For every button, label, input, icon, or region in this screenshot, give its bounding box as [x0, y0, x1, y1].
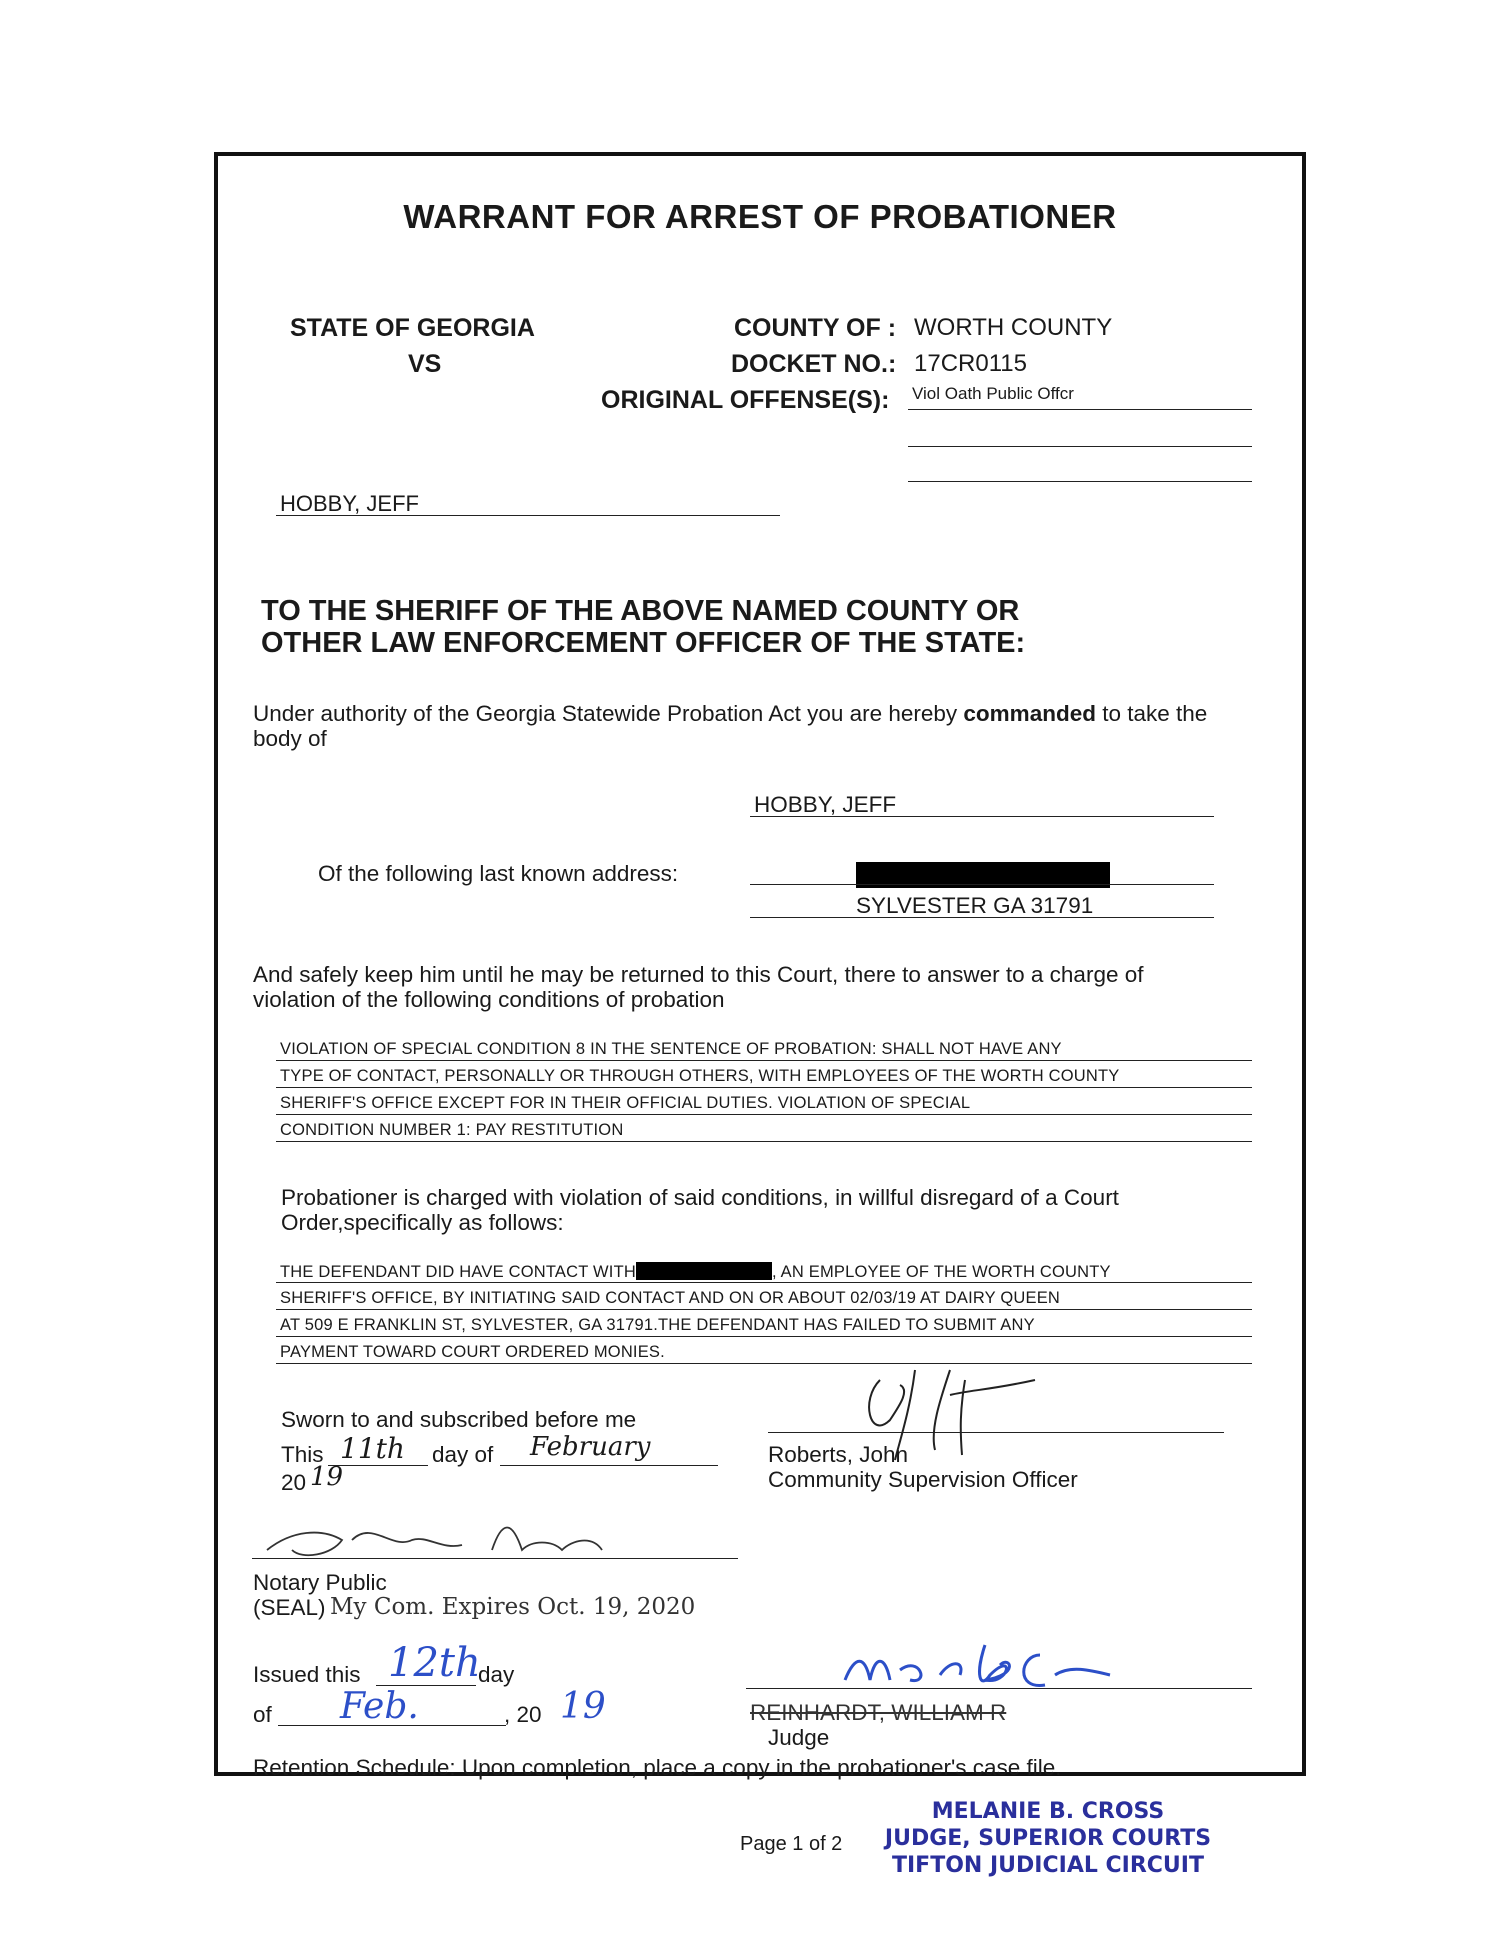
authority-text-post: to take the	[1095, 701, 1208, 726]
notary-label: Notary Public	[253, 1570, 387, 1595]
sworn-day: 11th	[340, 1432, 405, 1465]
issued-year: 19	[560, 1686, 606, 1727]
condition-rule	[276, 1087, 1252, 1088]
docket-label: DOCKET NO.:	[731, 350, 897, 378]
docket-value: 17CR0115	[914, 350, 1027, 377]
sworn-month-line	[500, 1465, 718, 1466]
defendant-name: HOBBY, JEFF	[280, 491, 419, 516]
county-label: COUNTY OF :	[734, 314, 897, 342]
authority-line-1	[253, 701, 1207, 726]
authority-text-pre: Under authority of the Georgia Statewide Probation Act you are hereby	[253, 701, 964, 726]
specifics-rule	[276, 1363, 1252, 1364]
sworn-year: 19	[310, 1462, 344, 1492]
authority-line-2: body of	[253, 726, 327, 751]
notary-signature	[262, 1510, 632, 1570]
sworn-year-prefix: 20	[281, 1470, 307, 1495]
judge-signature-line	[746, 1688, 1252, 1689]
issued-month-line	[278, 1725, 506, 1726]
offense-value: Viol Oath Public Offcr	[912, 384, 1074, 403]
specifics-line-1-post: , AN EMPLOYEE OF THE WORTH COUNTY	[771, 1263, 1111, 1281]
address-city: SYLVESTER GA 31791	[856, 893, 1094, 918]
specifics-line: PAYMENT TOWARD COURT ORDERED MONIES.	[280, 1343, 665, 1361]
condition-line: CONDITION NUMBER 1: PAY RESTITUTION	[280, 1121, 624, 1139]
keep-paragraph	[253, 962, 1144, 1012]
specifics-rule	[276, 1309, 1252, 1310]
of-label: of	[253, 1702, 272, 1727]
issued-year-prefix: , 20	[504, 1702, 542, 1727]
stamp-line: MELANIE B. CROSS	[931, 1799, 1165, 1824]
offense-label: ORIGINAL OFFENSE(S):	[601, 386, 890, 414]
offense-line-2	[908, 446, 1252, 447]
specifics-line: SHERIFF'S OFFICE, BY INITIATING SAID CONTACT AND ON OR ABOUT 02/03/19 AT DAIRY QUEEN	[280, 1289, 1061, 1307]
officer-signature-line	[768, 1432, 1224, 1433]
officer-title: Community Supervision Officer	[768, 1467, 1078, 1492]
condition-line: SHERIFF'S OFFICE EXCEPT FOR IN THEIR OFFICIAL DUTIES. VIOLATION OF SPECIAL	[280, 1094, 971, 1112]
authority-paragraph	[253, 701, 1207, 751]
document-title: WARRANT FOR ARREST OF PROBATIONER	[403, 198, 1117, 235]
this-label: This	[281, 1442, 324, 1467]
officer-name: Roberts, John	[768, 1442, 909, 1467]
body-name-line	[750, 816, 1214, 817]
condition-line: TYPE OF CONTACT, PERSONALLY OR THROUGH OTHERS, WITH EMPLOYEES OF THE WORTH COUNTY	[280, 1067, 1120, 1085]
charged-paragraph	[281, 1185, 1119, 1235]
specifics-line	[280, 1262, 1111, 1282]
sworn-text: Sworn to and subscribed before me	[281, 1407, 637, 1432]
page-number: Page 1 of 2	[740, 1833, 843, 1855]
stamp-line: TIFTON JUDICIAL CIRCUIT	[891, 1853, 1204, 1878]
judge-stamp	[868, 1798, 1228, 1879]
condition-rule	[276, 1114, 1252, 1115]
charged-line-2: Order,specifically as follows:	[281, 1210, 564, 1235]
condition-rule	[276, 1060, 1252, 1061]
condition-line: VIOLATION OF SPECIAL CONDITION 8 IN THE SENTENCE OF PROBATION: SHALL NOT HAVE ANY	[280, 1040, 1062, 1058]
specifics-line: AT 509 E FRANKLIN ST, SYLVESTER, GA 31791.THE DEFENDANT HAS FAILED TO SUBMIT ANY	[280, 1316, 1035, 1334]
issued-day: 12th	[388, 1640, 481, 1686]
day-of-label: day of	[432, 1442, 494, 1467]
to-sheriff-heading	[261, 595, 1025, 659]
to-sheriff-line-1: TO THE SHERIFF OF THE ABOVE NAMED COUNTY OR	[261, 595, 1020, 627]
judge-signature	[840, 1635, 1140, 1705]
judge-name: REINHARDT, WILLIAM R	[750, 1700, 1007, 1725]
keep-line-1: And safely keep him until he may be returned to this Court, there to answer to a charge of	[253, 962, 1144, 987]
specifics-rule	[276, 1336, 1252, 1337]
seal-label: (SEAL)	[253, 1595, 326, 1620]
issued-month: Feb.	[340, 1686, 419, 1727]
defendant-line	[276, 515, 780, 516]
stamp-line: JUDGE, SUPERIOR COURTS	[884, 1826, 1212, 1851]
offense-line-3	[908, 481, 1252, 482]
specifics-rule	[276, 1282, 1252, 1283]
redacted-employee-name	[636, 1262, 772, 1280]
day-label: day	[478, 1662, 515, 1687]
vs-label: VS	[408, 350, 442, 378]
county-value: WORTH COUNTY	[914, 314, 1113, 341]
authority-bold: commanded	[963, 701, 1096, 726]
notary-commission: My Com. Expires Oct. 19, 2020	[330, 1594, 696, 1620]
specifics-line-1-pre: THE DEFENDANT DID HAVE CONTACT WITH	[280, 1263, 636, 1281]
issued-label: Issued this	[253, 1662, 361, 1687]
address-line-1	[750, 884, 1214, 885]
retention-schedule: Retention Schedule: Upon completion, place a copy in the probationer's case file.	[253, 1755, 1062, 1780]
address-line-2	[750, 917, 1214, 918]
charged-line-1: Probationer is charged with violation of said conditions, in willful disregard of a Court	[281, 1185, 1119, 1210]
judge-label: Judge	[768, 1725, 830, 1750]
keep-line-2: violation of the following conditions of probation	[253, 987, 725, 1012]
offense-line-1	[908, 409, 1252, 410]
condition-rule	[276, 1141, 1252, 1142]
body-name: HOBBY, JEFF	[754, 792, 897, 817]
notary-signature-line	[252, 1558, 738, 1559]
state-label: STATE OF GEORGIA	[290, 314, 535, 342]
address-label: Of the following last known address:	[318, 861, 679, 886]
to-sheriff-line-2: OTHER LAW ENFORCEMENT OFFICER OF THE STATE:	[261, 627, 1026, 659]
sworn-month: February	[530, 1432, 651, 1462]
